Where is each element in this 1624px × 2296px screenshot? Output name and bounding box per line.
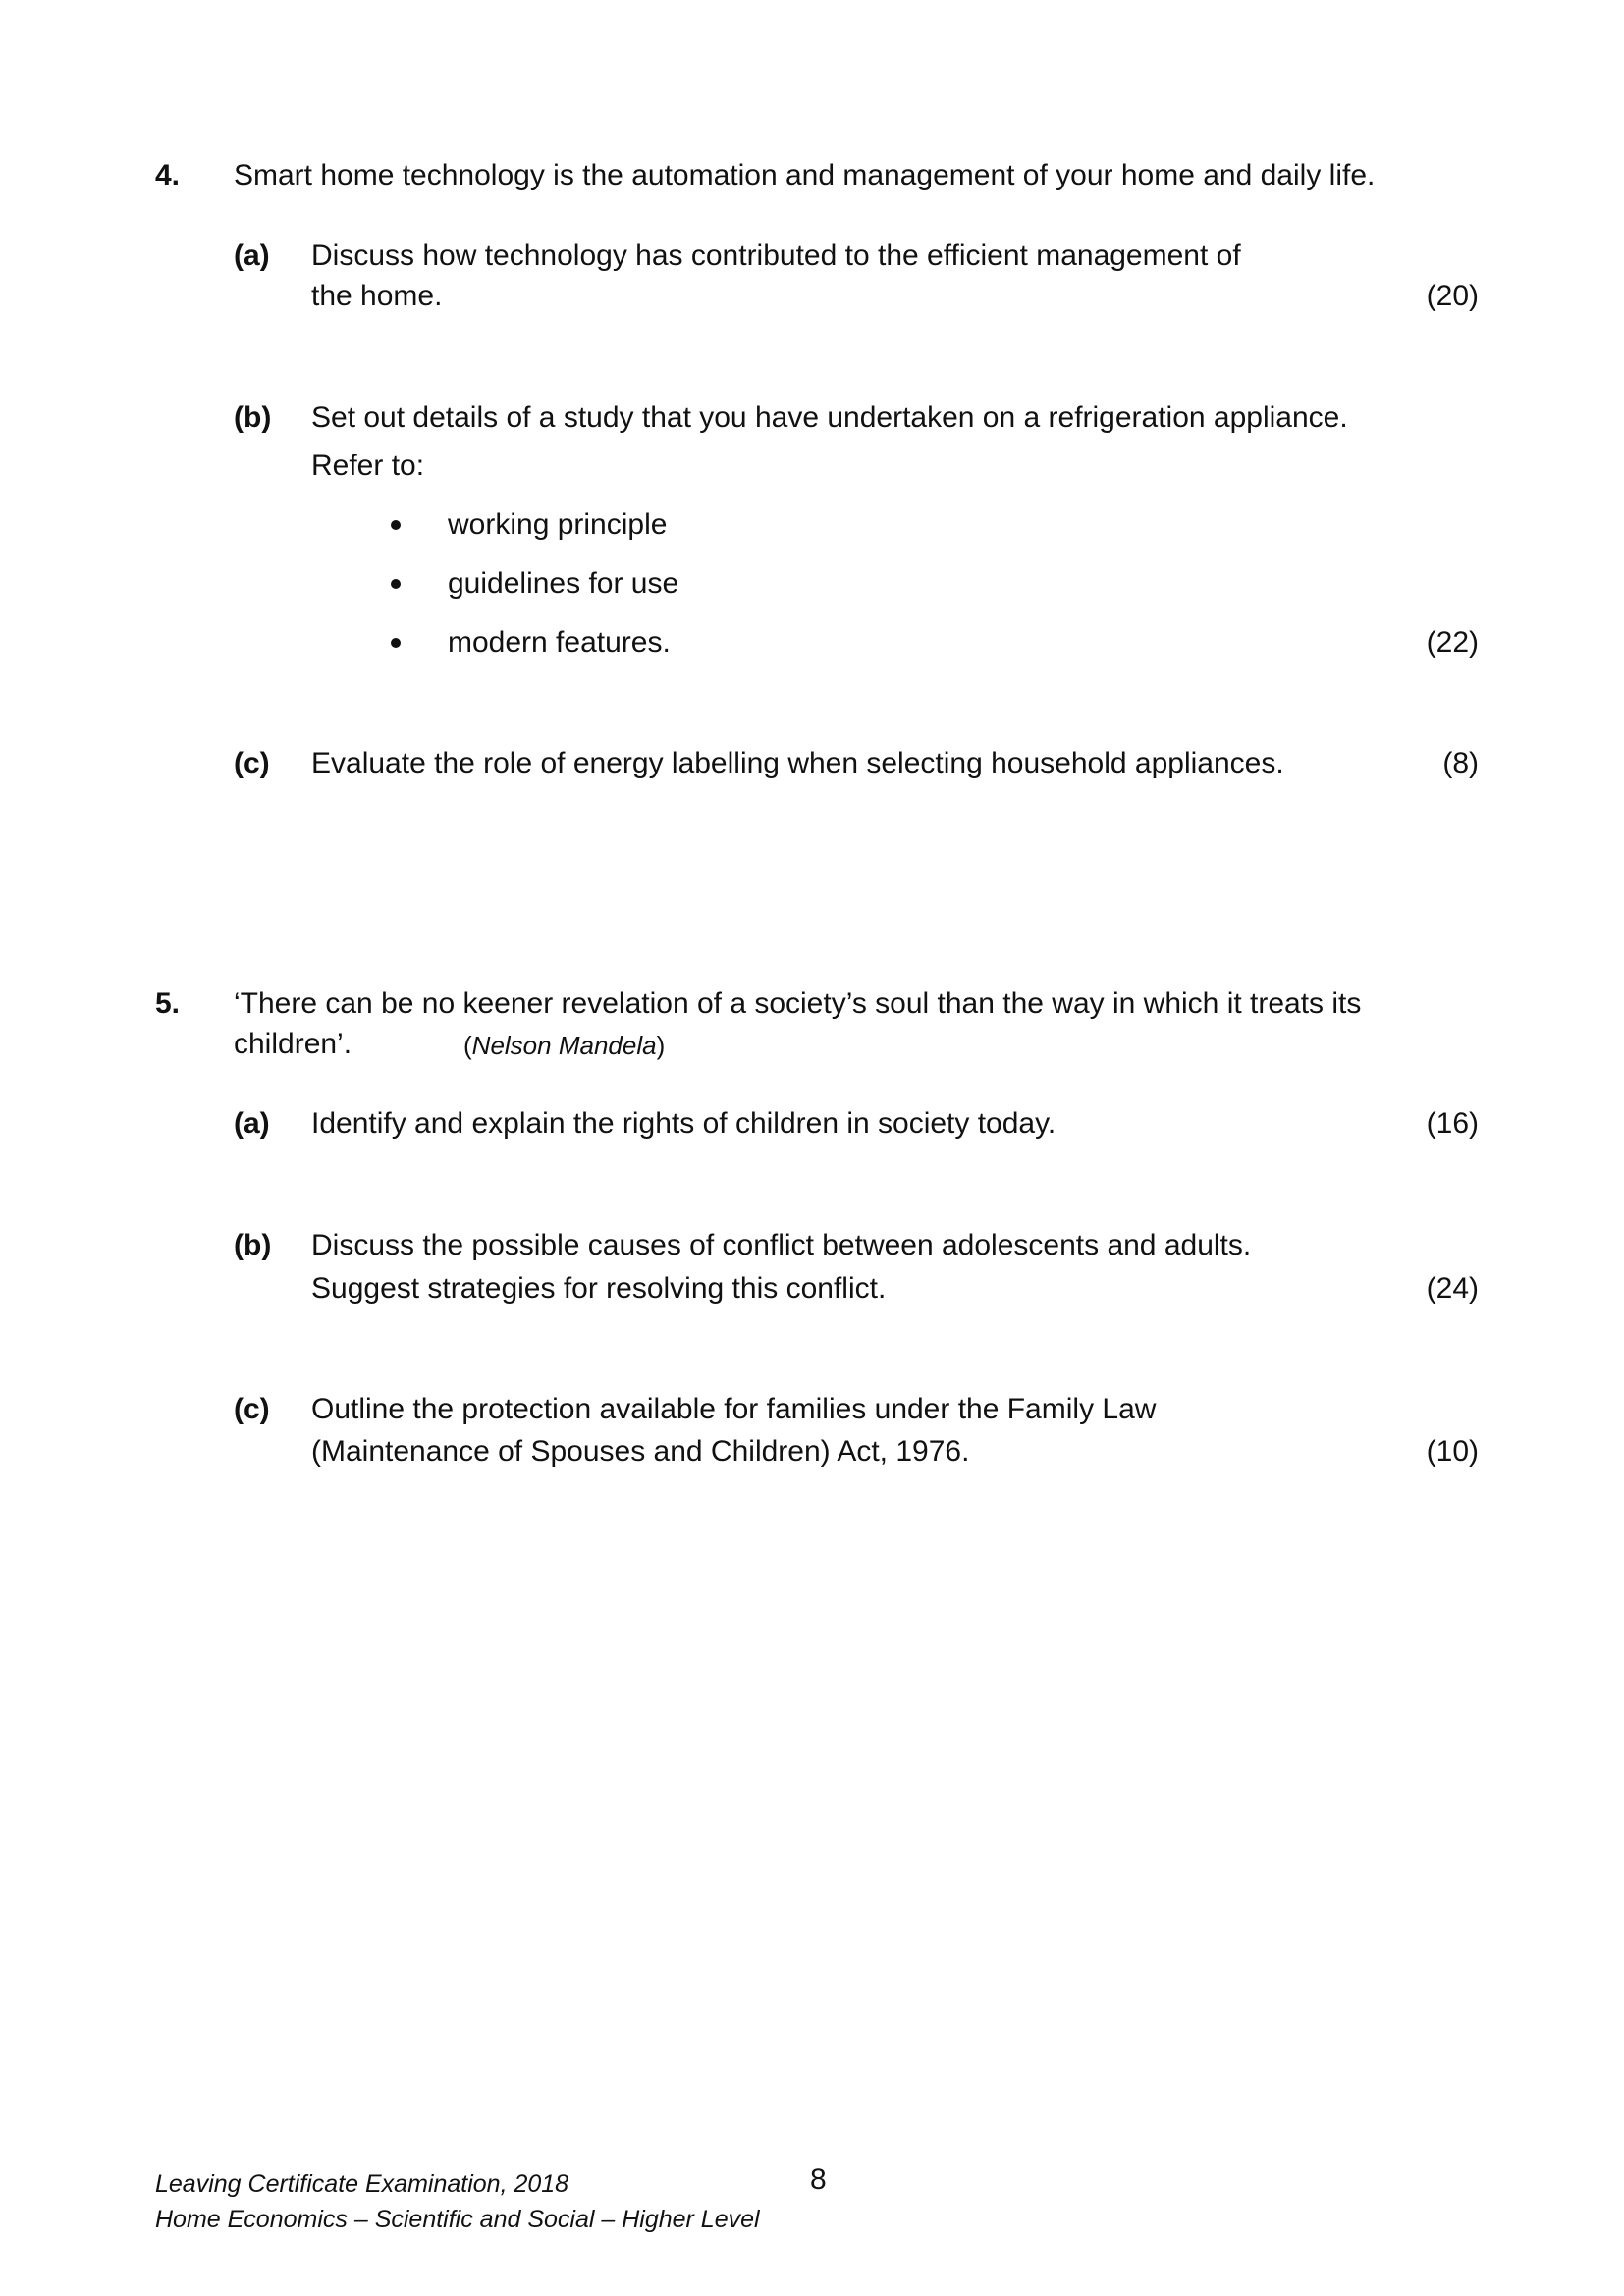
footer-subject: Home Economics – Scientific and Social – Higher Level — [155, 2206, 760, 2233]
marks: (16) — [1426, 1107, 1479, 1140]
bullet-item: working principle — [448, 508, 668, 541]
part-label: (c) — [234, 747, 270, 779]
bullet-item: modern features. — [448, 626, 671, 659]
part-text-line: the home. — [311, 280, 443, 312]
part-text-line: Refer to: — [311, 450, 425, 482]
part-label: (a) — [234, 1107, 270, 1140]
marks: (10) — [1426, 1435, 1479, 1468]
bullet-icon — [391, 520, 401, 530]
part-text-line: Outline the protection available for families under the Family Law — [311, 1393, 1157, 1425]
part-text-line: Discuss the possible causes of conflict between adolescents and adults. — [311, 1229, 1252, 1261]
page-number: 8 — [810, 2163, 827, 2196]
part-text-line: (Maintenance of Spouses and Children) Act, 1976. — [311, 1435, 970, 1468]
bullet-icon — [391, 638, 401, 648]
marks: (20) — [1426, 280, 1479, 312]
attribution-name: Nelson Mandela — [471, 1031, 657, 1060]
footer-exam-title: Leaving Certificate Examination, 2018 — [155, 2170, 569, 2198]
quote-line: ‘There can be no keener revelation of a society’s soul than the way in which it treats its — [234, 988, 1362, 1020]
part-text-line: Discuss how technology has contributed to the efficient management of — [311, 240, 1241, 272]
part-label: (b) — [234, 1229, 272, 1261]
part-text-line: Suggest strategies for resolving this conflict. — [311, 1272, 887, 1305]
bullet-icon — [391, 579, 401, 589]
marks: (8) — [1442, 747, 1479, 779]
attribution-paren: ( — [463, 1031, 472, 1060]
quote-line: children’. — [234, 1028, 352, 1060]
part-label: (a) — [234, 240, 270, 272]
question-number: 4. — [155, 159, 181, 191]
part-text-line: Evaluate the role of energy labelling when selecting household appliances. — [311, 747, 1284, 779]
marks: (22) — [1426, 626, 1479, 659]
quote-attribution — [463, 1026, 665, 1066]
part-label: (c) — [234, 1393, 270, 1425]
question-stem: Smart home technology is the automation and management of your home and daily life. — [234, 159, 1376, 191]
part-label: (b) — [234, 401, 272, 434]
bullet-item: guidelines for use — [448, 567, 679, 600]
question-number: 5. — [155, 988, 181, 1020]
marks: (24) — [1426, 1272, 1479, 1305]
part-text-line: Set out details of a study that you have undertaken on a refrigeration appliance. — [311, 401, 1348, 434]
part-text-line: Identify and explain the rights of children in society today. — [311, 1107, 1056, 1140]
attribution-paren: ) — [656, 1031, 666, 1060]
